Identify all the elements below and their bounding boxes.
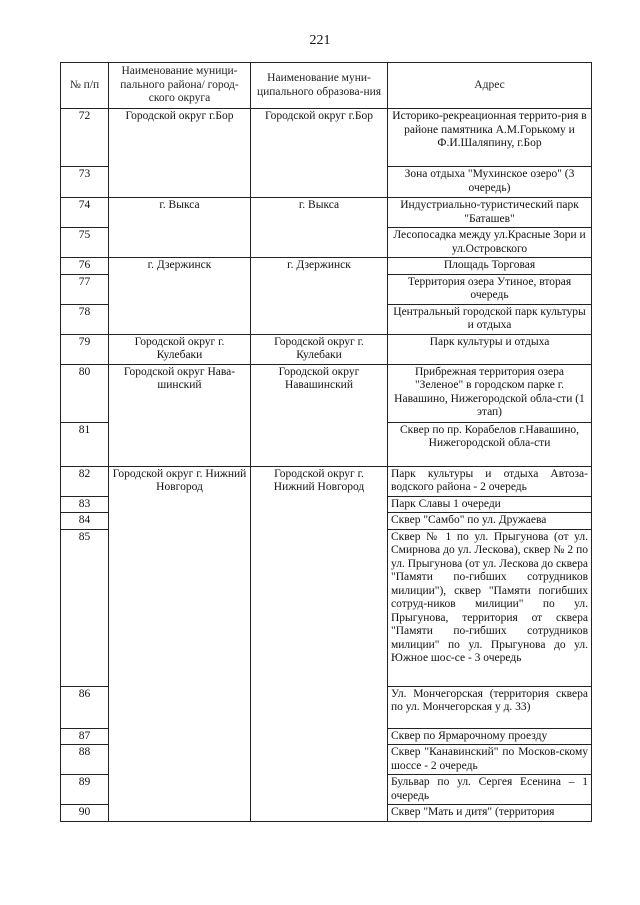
row-number: 73: [61, 167, 109, 198]
row-number: 87: [61, 728, 109, 745]
row-number: 76: [61, 258, 109, 275]
row-number: 74: [61, 198, 109, 228]
table-row: [61, 466, 592, 496]
address-cell: Площадь Торговая: [388, 258, 592, 275]
address-cell: Историко-рекреационная террито-рия в районе памятника А.М.Горькому и Ф.И.Шаляпину, г.Бор: [388, 109, 592, 167]
formation-cell: г. Выкса: [251, 198, 388, 258]
address-cell: Лесопосадка между ул.Красные Зори и ул.Островского: [388, 228, 592, 258]
address-cell: Индустриально-туристический парк "Баташев": [388, 198, 592, 228]
table-row: [61, 198, 592, 228]
row-number: 78: [61, 304, 109, 334]
district-cell: Городской округ г.Бор: [109, 109, 251, 198]
row-number: 84: [61, 513, 109, 530]
row-number: 81: [61, 422, 109, 466]
row-number: 77: [61, 274, 109, 304]
row-number: 90: [61, 805, 109, 822]
formation-cell: Городской округ г. Кулебаки: [251, 334, 388, 364]
district-cell: г. Дзержинск: [109, 258, 251, 335]
header-formation: Наименование муни-ципального образова-ния: [251, 63, 388, 109]
table-row: [61, 364, 592, 422]
address-cell: Ул. Мончегорская (территория сквера по ул. Мончегорская у д. 33): [388, 686, 592, 728]
row-number: 83: [61, 496, 109, 513]
address-cell: Сквер "Мать и дитя" (территория: [388, 805, 592, 822]
formation-cell: Городской округ г. Нижний Новгород: [251, 466, 388, 821]
formation-cell: г. Дзержинск: [251, 258, 388, 335]
row-number: 82: [61, 466, 109, 496]
address-cell: Территория озера Утиное, вторая очередь: [388, 274, 592, 304]
address-cell: Парк культуры и отдыха Автоза-водского района - 2 очередь: [388, 466, 592, 496]
header-district: Наименование муници-пального района/ город-ского округа: [109, 63, 251, 109]
row-number: 86: [61, 686, 109, 728]
row-number: 85: [61, 529, 109, 686]
address-cell: Сквер по пр. Корабелов г.Навашино, Нижегородской обла-сти: [388, 422, 592, 466]
district-cell: г. Выкса: [109, 198, 251, 258]
table-header-row: [61, 63, 592, 109]
table-row: [61, 334, 592, 364]
address-cell: Сквер № 1 по ул. Прыгунова (от ул. Смирнова до ул. Лескова), сквер № 2 по ул. Прыгунова (от ул. Лескова до сквера "Памяти по-гибших сотрудников милиции"), сквер "Памяти погибших сотруд-ников милиции" по ул. Прыгунова, территория от сквера "Памяти по-гибших сотрудников милиции" по ул. Прыгунова до ул. Южное шос-се - 3 очередь: [388, 529, 592, 686]
table-row: [61, 258, 592, 275]
address-cell: Сквер "Самбо" по ул. Дружаева: [388, 513, 592, 530]
row-number: 80: [61, 364, 109, 422]
registry-table: [60, 62, 592, 822]
address-cell: Прибрежная территория озера "Зеленое" в городском парке г. Навашино, Нижегородской обла-сти (1 этап): [388, 364, 592, 422]
address-cell: Парк культуры и отдыха: [388, 334, 592, 364]
table-row: [61, 109, 592, 167]
address-cell: Сквер "Канавинский" по Москов-скому шоссе - 2 очередь: [388, 745, 592, 775]
row-number: 75: [61, 228, 109, 258]
address-cell: Парк Славы 1 очереди: [388, 496, 592, 513]
row-number: 79: [61, 334, 109, 364]
page-number: 221: [309, 33, 331, 48]
address-cell: Бульвар по ул. Сергея Есенина – 1 очередь: [388, 775, 592, 805]
address-cell: Зона отдыха "Мухинское озеро" (3 очередь): [388, 167, 592, 198]
address-cell: Сквер по Ярмарочному проезду: [388, 728, 592, 745]
district-cell: Городской округ Нава-шинский: [109, 364, 251, 466]
row-number: 89: [61, 775, 109, 805]
formation-cell: Городской округ Навашинский: [251, 364, 388, 466]
district-cell: Городской округ г. Нижний Новгород: [109, 466, 251, 821]
row-number: 88: [61, 745, 109, 775]
address-cell: Центральный городской парк культуры и отдыха: [388, 304, 592, 334]
district-cell: Городской округ г. Кулебаки: [109, 334, 251, 364]
header-num: № п/п: [61, 63, 109, 109]
row-number: 72: [61, 109, 109, 167]
header-address: Адрес: [388, 63, 592, 109]
formation-cell: Городской округ г.Бор: [251, 109, 388, 198]
